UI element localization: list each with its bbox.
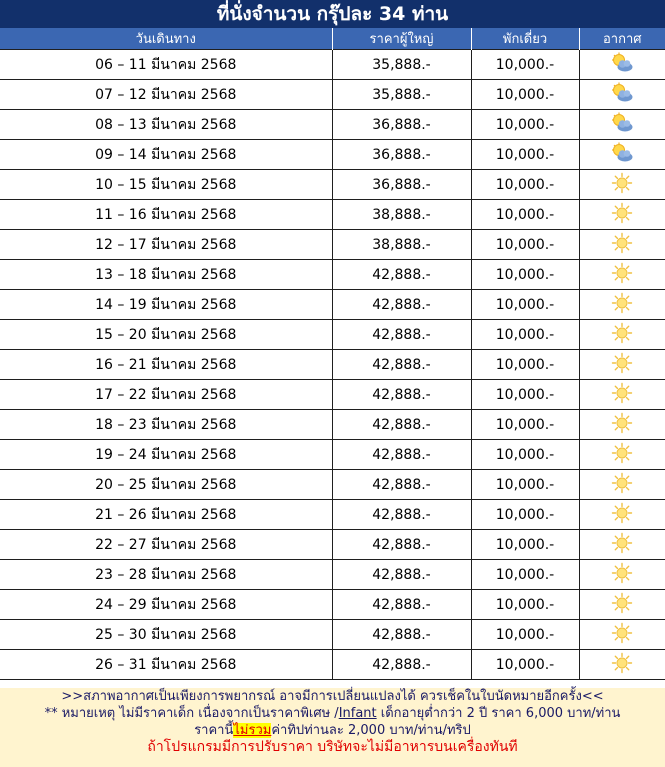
table-row xyxy=(0,260,665,290)
table-row xyxy=(0,620,665,650)
weather-cell xyxy=(579,560,665,590)
single-supplement-cell: 10,000.- xyxy=(471,50,579,80)
date-cell: 13 – 18 มีนาคม 2568 xyxy=(0,260,332,290)
sun-icon xyxy=(611,262,633,288)
sun-icon xyxy=(611,562,633,588)
single-supplement-cell: 10,000.- xyxy=(471,530,579,560)
adult-price-cell: 42,888.- xyxy=(332,260,471,290)
weather-cell xyxy=(579,140,665,170)
date-cell: 26 – 31 มีนาคม 2568 xyxy=(0,650,332,680)
tip-note-text: ค่าทิปท่านละ 2,000 บาท/ท่าน/ทริป xyxy=(271,723,471,738)
date-cell: 07 – 12 มีนาคม 2568 xyxy=(0,80,332,110)
adult-price-cell: 42,888.- xyxy=(332,500,471,530)
weather-cell xyxy=(579,500,665,530)
adult-price-cell: 38,888.- xyxy=(332,230,471,260)
date-cell: 25 – 30 มีนาคม 2568 xyxy=(0,620,332,650)
adult-price-cell: 42,888.- xyxy=(332,380,471,410)
single-supplement-cell: 10,000.- xyxy=(471,650,579,680)
single-supplement-cell: 10,000.- xyxy=(471,140,579,170)
sun-icon xyxy=(611,172,633,198)
weather-cell xyxy=(579,380,665,410)
table-row xyxy=(0,110,665,140)
single-supplement-cell: 10,000.- xyxy=(471,200,579,230)
single-supplement-cell: 10,000.- xyxy=(471,560,579,590)
date-cell: 06 – 11 มีนาคม 2568 xyxy=(0,50,332,80)
tip-note xyxy=(0,722,665,739)
adult-price-cell: 36,888.- xyxy=(332,140,471,170)
sun-icon xyxy=(611,622,633,648)
sun-icon xyxy=(611,292,633,318)
sun-icon xyxy=(611,232,633,258)
adult-price-cell: 42,888.- xyxy=(332,290,471,320)
adult-price-cell: 42,888.- xyxy=(332,410,471,440)
table-row xyxy=(0,410,665,440)
weather-cell xyxy=(579,290,665,320)
weather-cell xyxy=(579,620,665,650)
single-supplement-cell: 10,000.- xyxy=(471,500,579,530)
adult-price-cell: 36,888.- xyxy=(332,170,471,200)
sun-icon xyxy=(611,652,633,678)
table-row xyxy=(0,200,665,230)
sun-icon xyxy=(611,472,633,498)
weather-cell xyxy=(579,530,665,560)
weather-cell xyxy=(579,170,665,200)
single-supplement-cell: 10,000.- xyxy=(471,110,579,140)
table-row xyxy=(0,380,665,410)
date-cell: 16 – 21 มีนาคม 2568 xyxy=(0,350,332,380)
partly-cloudy-icon xyxy=(610,112,634,138)
table-row xyxy=(0,350,665,380)
table-row xyxy=(0,230,665,260)
sun-icon xyxy=(611,592,633,618)
meal-warning: ถ้าโปรแกรมมีการปรับราคา บริษัทจะไม่มีอาหารบนเครื่องทันที xyxy=(147,739,518,755)
single-supplement-cell: 10,000.- xyxy=(471,590,579,620)
single-supplement-cell: 10,000.- xyxy=(471,230,579,260)
price-table xyxy=(0,28,665,680)
weather-cell xyxy=(579,110,665,140)
date-cell: 21 – 26 มีนาคม 2568 xyxy=(0,500,332,530)
single-supplement-cell: 10,000.- xyxy=(471,170,579,200)
date-cell: 19 – 24 มีนาคม 2568 xyxy=(0,440,332,470)
child-note-text: ** หมายเหตุ ไม่มีราคาเด็ก เนื่องจากเป็นราคาพิเศษ / xyxy=(44,706,339,721)
weather-cell xyxy=(579,260,665,290)
header-single: พักเดี่ยว xyxy=(471,28,579,50)
sun-icon xyxy=(611,382,633,408)
header-weather: อากาศ xyxy=(579,28,665,50)
date-cell: 14 – 19 มีนาคม 2568 xyxy=(0,290,332,320)
table-row xyxy=(0,560,665,590)
table-row xyxy=(0,50,665,80)
sun-icon xyxy=(611,442,633,468)
adult-price-cell: 42,888.- xyxy=(332,650,471,680)
exclude-highlight: ไม่รวม xyxy=(233,723,272,738)
table-row xyxy=(0,530,665,560)
table-header-row xyxy=(0,28,665,50)
adult-price-cell: 42,888.- xyxy=(332,530,471,560)
table-row xyxy=(0,500,665,530)
date-cell: 12 – 17 มีนาคม 2568 xyxy=(0,230,332,260)
date-cell: 22 – 27 มีนาคม 2568 xyxy=(0,530,332,560)
weather-cell xyxy=(579,80,665,110)
adult-price-cell: 42,888.- xyxy=(332,590,471,620)
date-cell: 18 – 23 มีนาคม 2568 xyxy=(0,410,332,440)
infant-note-text: เด็กอายุต่ำกว่า 2 ปี ราคา 6,000 บาท/ท่าน xyxy=(376,706,621,721)
adult-price-cell: 42,888.- xyxy=(332,470,471,500)
notes-box xyxy=(0,688,665,767)
weather-cell xyxy=(579,650,665,680)
weather-cell xyxy=(579,470,665,500)
adult-price-cell: 36,888.- xyxy=(332,110,471,140)
adult-price-cell: 42,888.- xyxy=(332,440,471,470)
sun-icon xyxy=(611,352,633,378)
child-price-note xyxy=(0,705,665,722)
adult-price-cell: 38,888.- xyxy=(332,200,471,230)
weather-cell xyxy=(579,230,665,260)
date-cell: 11 – 16 มีนาคม 2568 xyxy=(0,200,332,230)
weather-cell xyxy=(579,320,665,350)
weather-cell xyxy=(579,410,665,440)
adult-price-cell: 35,888.- xyxy=(332,80,471,110)
date-cell: 09 – 14 มีนาคม 2568 xyxy=(0,140,332,170)
tip-note-prefix: ราคานี้ xyxy=(194,723,234,738)
header-adult-price: ราคาผู้ใหญ่ xyxy=(332,28,471,50)
weather-cell xyxy=(579,440,665,470)
single-supplement-cell: 10,000.- xyxy=(471,410,579,440)
date-cell: 15 – 20 มีนาคม 2568 xyxy=(0,320,332,350)
table-row xyxy=(0,140,665,170)
single-supplement-cell: 10,000.- xyxy=(471,380,579,410)
sun-icon xyxy=(611,202,633,228)
date-cell: 23 – 28 มีนาคม 2568 xyxy=(0,560,332,590)
date-cell: 20 – 25 มีนาคม 2568 xyxy=(0,470,332,500)
sun-icon xyxy=(611,322,633,348)
date-cell: 10 – 15 มีนาคม 2568 xyxy=(0,170,332,200)
date-cell: 08 – 13 มีนาคม 2568 xyxy=(0,110,332,140)
single-supplement-cell: 10,000.- xyxy=(471,350,579,380)
single-supplement-cell: 10,000.- xyxy=(471,320,579,350)
sun-icon xyxy=(611,412,633,438)
partly-cloudy-icon xyxy=(610,82,634,108)
single-supplement-cell: 10,000.- xyxy=(471,440,579,470)
adult-price-cell: 35,888.- xyxy=(332,50,471,80)
table-row xyxy=(0,470,665,500)
single-supplement-cell: 10,000.- xyxy=(471,620,579,650)
partly-cloudy-icon xyxy=(610,142,634,168)
table-row xyxy=(0,650,665,680)
weather-cell xyxy=(579,200,665,230)
infant-label: Infant xyxy=(338,706,377,721)
date-cell: 24 – 29 มีนาคม 2568 xyxy=(0,590,332,620)
page-title: ที่นั่งจำนวน กรุ๊ปละ 34 ท่าน xyxy=(0,0,665,28)
single-supplement-cell: 10,000.- xyxy=(471,260,579,290)
single-supplement-cell: 10,000.- xyxy=(471,80,579,110)
sun-icon xyxy=(611,502,633,528)
adult-price-cell: 42,888.- xyxy=(332,620,471,650)
adult-price-cell: 42,888.- xyxy=(332,320,471,350)
table-row xyxy=(0,80,665,110)
table-row xyxy=(0,590,665,620)
weather-cell xyxy=(579,590,665,620)
single-supplement-cell: 10,000.- xyxy=(471,290,579,320)
adult-price-cell: 42,888.- xyxy=(332,350,471,380)
weather-cell xyxy=(579,50,665,80)
sun-icon xyxy=(611,532,633,558)
table-row xyxy=(0,320,665,350)
adult-price-cell: 42,888.- xyxy=(332,560,471,590)
table-row xyxy=(0,170,665,200)
weather-cell xyxy=(579,350,665,380)
table-row xyxy=(0,440,665,470)
weather-note: >>สภาพอากาศเป็นเพียงการพยากรณ์ อาจมีการเปลี่ยนแปลงได้ ควรเช็คในใบนัดหมายอีกครั้ง<< xyxy=(61,689,604,704)
single-supplement-cell: 10,000.- xyxy=(471,470,579,500)
header-date: วันเดินทาง xyxy=(0,28,332,50)
table-row xyxy=(0,290,665,320)
date-cell: 17 – 22 มีนาคม 2568 xyxy=(0,380,332,410)
partly-cloudy-icon xyxy=(610,52,634,78)
